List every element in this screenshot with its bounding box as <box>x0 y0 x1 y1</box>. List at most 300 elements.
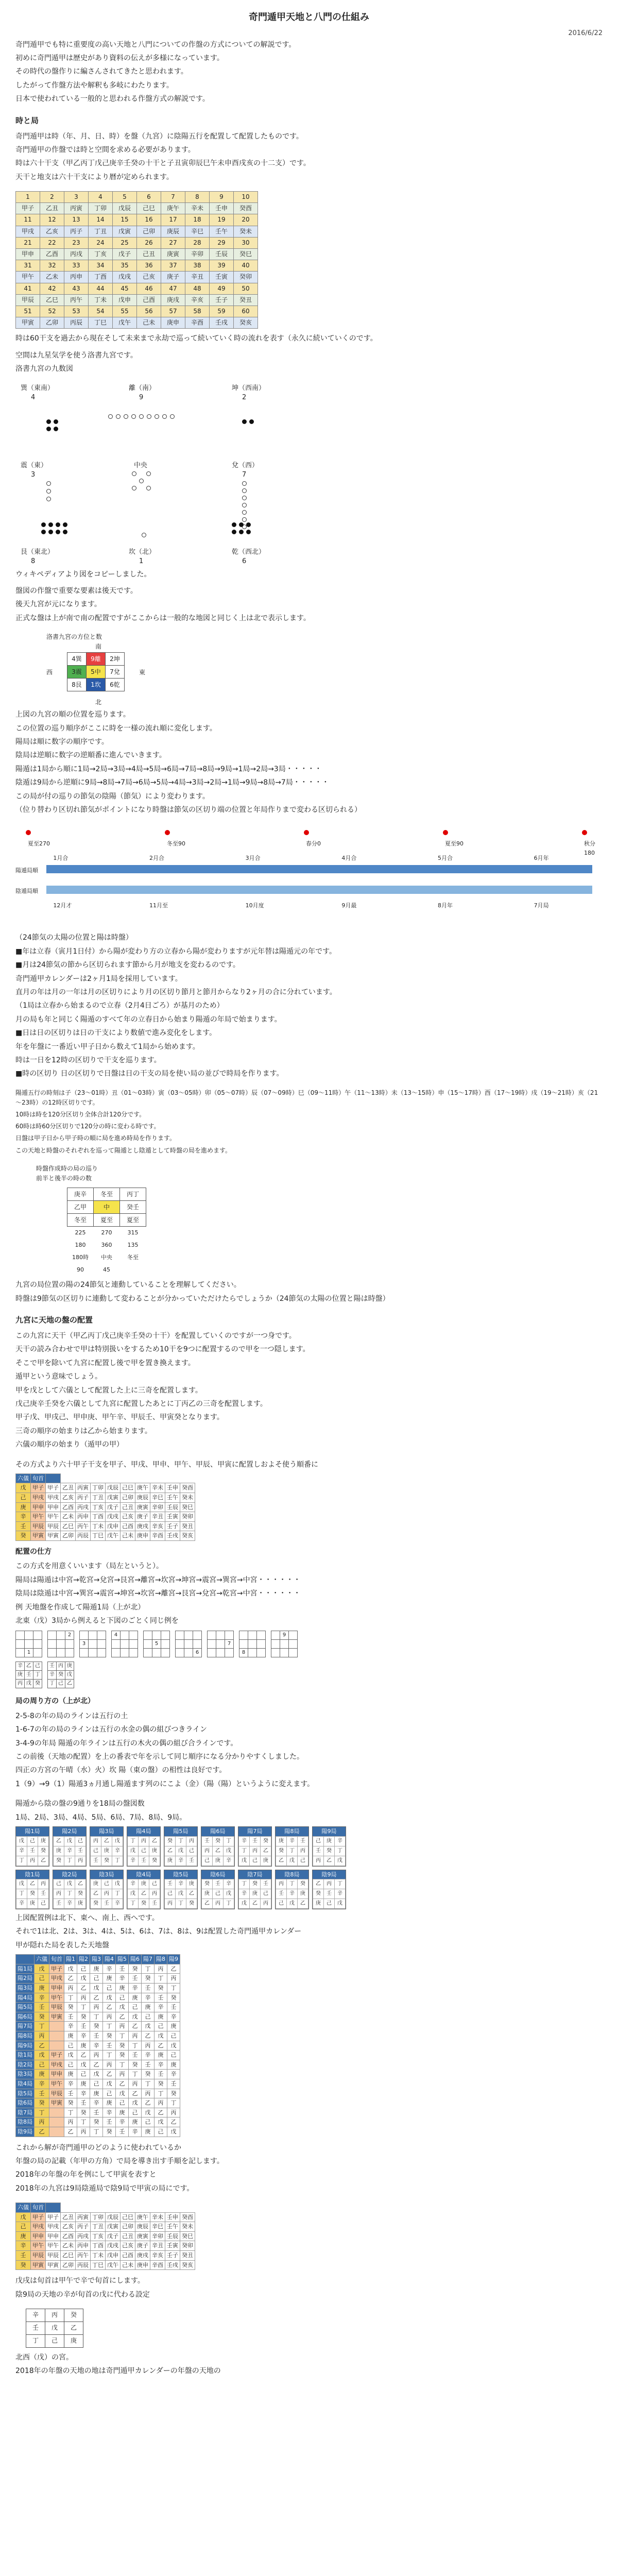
tiandi-line: 戊己庚辛壬癸を六儀として九宮に配置したあとに丁丙乙の三奇を配置します。 <box>15 1399 267 1408</box>
ju-chart-row <box>16 1836 49 1846</box>
jiazi-cell: 庚申 <box>161 317 185 329</box>
palace-line: 後天九宮が元になります。 <box>15 600 101 609</box>
liuyi-gz: 丙申 <box>76 2241 91 2251</box>
palace-row <box>67 666 125 679</box>
ju-table-cell: 乙 <box>35 2041 49 2050</box>
final-grid-cell: 丙 <box>45 2309 64 2322</box>
dot-white <box>132 471 136 476</box>
jiazi-cell: 31 <box>16 260 40 272</box>
luoshu-note: ウィキペディアより図をコピーしました。 <box>15 570 151 579</box>
mini-grid-table <box>47 1631 74 1657</box>
ju-chart-cell: 癸 <box>139 1899 149 1909</box>
timeline-month-bottom: 12月才 <box>53 902 72 909</box>
ju-chart-cell: 壬 <box>250 1836 261 1846</box>
jieqi-line: 月の局も年と同じく陽遁のすべて年の立春日から始まり陽遁の年局で始まります。 <box>15 1015 282 1024</box>
liuyi-gz: 癸酉 <box>180 2212 195 2222</box>
jieqi-line: 奇門遁甲カレンダーは2ヶ月1局を採用しています。 <box>15 974 182 983</box>
liuyi-row <box>16 1521 195 1531</box>
ju-table-cell: 壬 <box>142 1984 154 1993</box>
mini-grid-b-cell: 乙 <box>65 1680 74 1688</box>
liuyi-row <box>16 2212 195 2222</box>
ju-table-cell: 陽3局 <box>16 1984 35 1993</box>
liuyi-gz: 戊寅 <box>106 1493 121 1503</box>
timepalace-labels-row2 <box>67 1239 146 1251</box>
liuyi-gz: 癸亥 <box>180 1531 195 1541</box>
ju-chart-row <box>165 1846 197 1856</box>
liuyi-gz: 癸卯 <box>180 2241 195 2251</box>
ju-table-cell: 庚 <box>35 2070 49 2079</box>
ju-chart-cell: 癸 <box>324 1846 335 1856</box>
ju-chart-title: 陰6局 <box>201 1870 234 1879</box>
dot-white <box>142 533 146 537</box>
ju-chart-row <box>239 1836 271 1846</box>
ju-chart-cell: 己 <box>149 1879 160 1889</box>
mini-grid-cell <box>65 1640 74 1649</box>
jieqi-sub-line: 陽遁五行の時刻は子（23～01時）丑（01～03時）寅（03～05時）卯（05～07時）辰（07～09時）巳（09～11時）午（11～13時）未（13～15時）申（15～17時）酉（17～19時）戌（19～21時）亥（21～23時）の12時区切りです。 <box>15 1089 598 1106</box>
ju-chart-cell: 壬 <box>91 1856 101 1866</box>
dot-white <box>242 481 247 486</box>
ju-table-cell: 陰2局 <box>16 2060 35 2070</box>
mini-grid-row <box>16 1631 42 1640</box>
jiazi-cell: 辛未 <box>185 203 210 214</box>
ju-chart-cell: 乙 <box>75 1879 86 1889</box>
liuyi-gz: 乙卯 <box>61 1531 76 1541</box>
ju-table-cell: 乙 <box>154 2108 167 2117</box>
ju-table-cell: 丁 <box>154 2089 167 2098</box>
ju-table-cell: 壬 <box>129 1974 142 1984</box>
ju-chart-cell: 癸 <box>313 1889 324 1899</box>
jiazi-cell: 癸未 <box>234 226 258 237</box>
jiazi-cell: 癸巳 <box>234 249 258 260</box>
mini-grid-cell <box>25 1640 33 1649</box>
liuyi-gz: 丙辰 <box>76 2260 91 2270</box>
jieqi-line: 直月の年は月の一年は月の区切りにより月の区切り節月と節月からなり2ヶ月の合に分れています。 <box>15 988 337 996</box>
ju-table-cell: 己 <box>167 2031 180 2041</box>
dot-black <box>48 522 53 527</box>
timepalace-cell: 夏至 <box>94 1214 120 1227</box>
mini-grid-table <box>111 1631 138 1657</box>
ju-table-cell: 陰6局 <box>16 2098 35 2108</box>
mini-grid-b <box>15 1662 42 1688</box>
ju-table-cell: 戊 <box>142 2022 154 2031</box>
ju-chart-row <box>202 1836 234 1846</box>
timepalace-label: 315 <box>127 1229 139 1236</box>
ju-chart-cell: 丁 <box>176 1899 186 1909</box>
tail-after <box>15 2275 603 2300</box>
jiazi-cell: 乙巳 <box>40 294 64 306</box>
palace-cell: 1坎 <box>87 679 106 691</box>
mini-grid-table <box>175 1631 202 1657</box>
ju-chart-cell: 己 <box>324 1899 335 1909</box>
timepalace-cell: 癸壬 <box>120 1201 146 1214</box>
liuyi-xun: 甲午 <box>31 1512 46 1522</box>
ju-table-cell: 辛 <box>142 1993 154 2003</box>
mini-grid-table <box>143 1631 170 1657</box>
mini-grid-cell <box>144 1649 152 1657</box>
ju-table-cell: 庚 <box>167 2022 180 2031</box>
ju-table-row <box>16 2117 180 2127</box>
tiandi-line: そこで甲を除いて九宮に配置し後で甲を置き換えます。 <box>15 1359 195 1367</box>
jieqi-line: ■時の区切り 日の区切りで日盤は日の干支の局を使い局の並びで時局を作ります。 <box>15 1070 284 1078</box>
ju-table-cell: 己 <box>64 2041 77 2050</box>
ju-table-cell: 癸 <box>90 2117 103 2127</box>
tiandi-line: 三奇の順序の始まりは乙から始まります。 <box>15 1427 152 1435</box>
jiazi-cell: 戊午 <box>113 317 137 329</box>
ju-table-cell: 壬 <box>116 1964 129 1974</box>
sec1-lines <box>15 131 603 183</box>
timepalace-caption2: 前半と後半の時の数 <box>36 1175 92 1182</box>
timepalace-cell: 夏至 <box>120 1214 146 1227</box>
ju-table-cell: 甲申 <box>49 1984 64 1993</box>
ju-table-cell: 壬 <box>116 2127 129 2137</box>
mini-grid-cell <box>97 1631 106 1640</box>
tail-line: これから解が奇門遁甲のどのように使われているか <box>15 2143 181 2152</box>
ju-chart-title: 陽4局 <box>127 1827 160 1836</box>
timeline-dot <box>26 830 31 835</box>
jiazi-cell: 甲子 <box>16 203 40 214</box>
ju-table-cell: 乙 <box>35 2127 49 2137</box>
ju-chart-table <box>201 1836 234 1866</box>
ju-chart-cell: 壬 <box>38 1889 49 1899</box>
section-title-haiti: 配置の仕方 <box>15 1548 52 1556</box>
liuyi-gz: 己亥 <box>121 2241 135 2251</box>
ju-table-row <box>16 1984 180 1993</box>
ju-table-cell: 辛 <box>77 2031 90 2041</box>
liuyi-header-spacer <box>46 2203 61 2213</box>
timepalace-row <box>67 1201 146 1214</box>
ju-table-cell: 戊 <box>90 1984 103 1993</box>
mini-grid-cell <box>97 1640 106 1649</box>
ju-chart <box>53 1826 87 1867</box>
ju-chart-cell: 乙 <box>276 1856 287 1866</box>
ju-chart-cell: 丁 <box>128 1899 139 1909</box>
ju-table-cell: 己 <box>116 2098 129 2108</box>
dot-white <box>46 489 51 494</box>
mini-grid-row <box>112 1640 138 1649</box>
mini-grid <box>79 1631 106 1657</box>
timepalace-grid <box>67 1188 146 1276</box>
palace-figure <box>46 642 149 709</box>
ju-chart-cell: 癸 <box>261 1836 271 1846</box>
ju-chart-cell: 壬 <box>139 1856 149 1866</box>
mini-grid-cell <box>112 1640 121 1649</box>
ju-chart <box>201 1870 235 1910</box>
jiazi-cell: 辛卯 <box>185 249 210 260</box>
liuyi-gz: 丁丑 <box>91 2222 106 2232</box>
jiazi-cell: 55 <box>113 306 137 317</box>
ju-table-header: 六儀 <box>35 1955 49 1964</box>
palace-line: 盤図の作盤で重要な要素は後天です。 <box>15 586 138 595</box>
liuyi-gz: 壬午 <box>165 2222 180 2232</box>
liuyi-header: 六儀 <box>16 2203 31 2213</box>
dot-white <box>162 414 167 419</box>
mini-grid-cell <box>80 1649 89 1657</box>
ju-chart-cell: 丙 <box>139 1836 149 1846</box>
ju-table-cell: 辛 <box>154 2003 167 2012</box>
ju-table-row <box>16 2022 180 2031</box>
ju-table-cell: 甲午 <box>49 2079 64 2089</box>
dot-black <box>46 427 51 431</box>
ju-table-cell: 己 <box>64 2060 77 2070</box>
liuyi-gz: 庚子 <box>135 1512 150 1522</box>
ju-chart-cell: 辛 <box>16 1846 27 1856</box>
liuyi-gz: 甲寅 <box>46 2260 61 2270</box>
ju-chart-cell: 壬 <box>213 1879 224 1889</box>
jiazi-cell: 庚辰 <box>161 226 185 237</box>
ju-chart-cell: 丙 <box>54 1889 64 1899</box>
ju-table-cell: 乙 <box>90 2060 103 2070</box>
liuyi-gz: 丁亥 <box>91 2231 106 2241</box>
ju-table-cell: 辛 <box>129 1984 142 1993</box>
liuyi-xun: 甲寅 <box>31 1531 46 1541</box>
palace-cell: 8艮 <box>67 679 87 691</box>
ju-chart-cell: 丁 <box>239 1879 250 1889</box>
ju-table-cell: 庚 <box>103 2098 116 2108</box>
ju-chart-cell: 丁 <box>64 1889 75 1899</box>
ju-table-cell: 癸 <box>167 1993 180 2003</box>
ju-chart-cell: 辛 <box>287 1889 298 1899</box>
mini-grid <box>207 1631 234 1657</box>
jiazi-cell: 辛酉 <box>185 317 210 329</box>
ju-chart-cell: 壬 <box>165 1879 176 1889</box>
liuyi-gz: 壬戌 <box>165 2260 180 2270</box>
ju-chart-cell: 戊 <box>64 1836 75 1846</box>
ju-table-cell: 陰1局 <box>16 2050 35 2060</box>
timepalace-side: 冬至 <box>127 1254 139 1261</box>
ju-table-header: 陽5 <box>116 1955 129 1964</box>
ju-chart-row <box>16 1856 49 1866</box>
ju-table-cell: 丁 <box>77 2117 90 2127</box>
ju-chart-row <box>276 1899 308 1909</box>
jiazi-cell: 6 <box>137 192 161 203</box>
mini-grid-cell <box>25 1631 33 1640</box>
liuyi-gz: 丙辰 <box>76 1531 91 1541</box>
liuyi-gz: 己酉 <box>121 1521 135 1531</box>
hou-line: 1（9）→9（1）陽遁3ヵ月通し陽遁ます列のにこよ（金）（陽（陽）というように変えます。 <box>15 1780 315 1788</box>
liuyi-gz: 乙卯 <box>61 2260 76 2270</box>
liuyi-gz: 丙寅 <box>76 1483 91 1493</box>
liuyi-row <box>16 1502 195 1512</box>
ju-table-cell: 癸 <box>129 2060 142 2070</box>
ju-chart-row <box>313 1879 346 1889</box>
ju-chart-row <box>128 1879 160 1889</box>
liuyi-header: 旬首 <box>31 1473 46 1483</box>
mini-grid-cell: 7 <box>225 1640 234 1649</box>
liuyi-gz: 壬申 <box>165 2212 180 2222</box>
ju-chart-cell: 己 <box>165 1889 176 1899</box>
jiazi-cell: 壬午 <box>210 226 234 237</box>
ju-chart-cell: 丙 <box>298 1846 308 1856</box>
ju-table-cell: 戊 <box>103 2079 116 2089</box>
mini-grid-cell <box>289 1631 298 1640</box>
mini-grid-cell <box>121 1631 129 1640</box>
ju-table-cell: 己 <box>154 2127 167 2137</box>
mini-grid-cell <box>48 1649 57 1657</box>
mini-grid-cell <box>33 1640 42 1649</box>
mini-grid-b-cell: 癸 <box>57 1671 65 1680</box>
dot-black <box>56 530 60 534</box>
ju-table-cell <box>49 2041 64 2050</box>
jiazi-cell: 辛巳 <box>185 226 210 237</box>
ju-table-cell: 癸 <box>116 2041 129 2050</box>
ju-chart-cell: 己 <box>38 1899 49 1909</box>
ju-table-cell: 丁 <box>64 1993 77 2003</box>
ju-chart-cell: 壬 <box>186 1856 197 1866</box>
ju-chart-table <box>164 1836 197 1866</box>
jiazi-cell: 丙子 <box>64 226 89 237</box>
ju-chart <box>238 1826 272 1867</box>
ju-chart-table <box>238 1879 271 1909</box>
ju-table-cell: 甲戌 <box>49 2060 64 2070</box>
ju-chart <box>275 1870 309 1910</box>
final-grid-row <box>26 2335 83 2348</box>
ju-table <box>15 1954 180 2137</box>
ju-chart-cell: 庚 <box>186 1879 197 1889</box>
ju-table-cell: 乙 <box>167 2117 180 2127</box>
charts-note2: それで1は北、2は、3は、4は、5は、6は、7は、8は、9は配置した奇門遁甲カレンダー <box>15 1927 302 1936</box>
ju-table-cell: 戊 <box>77 1974 90 1984</box>
timepalace-labels-row <box>67 1227 146 1240</box>
mini-grid-cell: 9 <box>280 1631 289 1640</box>
mini-grid-cell <box>257 1631 266 1640</box>
ju-table-cell: 乙 <box>64 2127 77 2137</box>
liuyi-gz: 甲子 <box>46 2212 61 2222</box>
ju-chart-cell: 辛 <box>224 1856 234 1866</box>
mini-grid-cell <box>193 1631 202 1640</box>
timepalace-labels-row3 <box>67 1264 146 1276</box>
ju-chart-table <box>53 1879 86 1909</box>
ju-chart-cell: 辛 <box>239 1889 250 1899</box>
ju-table-cell: 癸 <box>142 2070 154 2079</box>
ju-chart-cell: 癸 <box>149 1856 160 1866</box>
ju-table-cell: 壬 <box>35 2089 49 2098</box>
ju-table-cell: 庚 <box>142 2127 154 2137</box>
ju-chart-cell: 乙 <box>38 1856 49 1866</box>
ju-table-header: 旬首 <box>49 1955 64 1964</box>
ju-table-cell: 戊 <box>116 2003 129 2012</box>
mini-grid-row <box>48 1640 74 1649</box>
mini-grid-cell <box>112 1649 121 1657</box>
ju-chart-row <box>313 1899 346 1909</box>
mini-grid-cell <box>48 1631 57 1640</box>
charts-yin <box>15 1870 603 1910</box>
palace-row <box>67 679 125 691</box>
timeline-yin-label: 陰遁局順 <box>15 888 38 895</box>
mini-grid-b-cell: 辛 <box>48 1671 57 1680</box>
liuyi-gz: 庚申 <box>135 1531 150 1541</box>
mini-grid-cell <box>225 1631 234 1640</box>
ju-chart-cell: 戊 <box>239 1899 250 1909</box>
liuyi-gz: 乙巳 <box>61 2251 76 2261</box>
ju-chart-row <box>313 1889 346 1899</box>
final-grid-cell: 壬 <box>26 2322 45 2335</box>
mini-grid-row <box>144 1649 170 1657</box>
timeline-month-bottom: 11月至 <box>149 902 168 909</box>
ju-chart-cell: 癸 <box>165 1836 176 1846</box>
ju-chart <box>90 1870 124 1910</box>
ju-table-cell: 陽5局 <box>16 2003 35 2012</box>
mini-grid-row <box>112 1649 138 1657</box>
ju-chart-cell: 乙 <box>165 1846 176 1856</box>
ju-chart-row <box>276 1879 308 1889</box>
ju-table-cell: 癸 <box>103 2031 116 2041</box>
ju-table-cell: 陰9局 <box>16 2127 35 2137</box>
mini-grid-cell: 3 <box>80 1640 89 1649</box>
jiazi-cell: 20 <box>234 214 258 226</box>
ju-chart-row <box>54 1889 86 1899</box>
ju-table-cell: 陰8局 <box>16 2117 35 2127</box>
timepalace-note2: 時盤は9節気の区切りに連動して変わることが分かっていただけたらでしょうか（24節気の太陽の位置と陽は時盤） <box>15 1294 390 1303</box>
liuyi-yi: 庚 <box>16 1502 31 1512</box>
timepalace-label: 180 <box>75 1242 86 1249</box>
liuyi-gz: 甲午 <box>46 1512 61 1522</box>
ju-chart-row <box>128 1899 160 1909</box>
dot-black <box>63 530 67 534</box>
mini-grid-cell <box>161 1649 170 1657</box>
timeline-month: 3月合 <box>245 855 261 862</box>
tiandi-line: 六儀の順序の始まり（遁甲の甲） <box>15 1440 124 1449</box>
liuyi-yi: 戊 <box>16 1483 31 1493</box>
jiazi-cell: 1 <box>16 192 40 203</box>
ju-chart-cell: 乙 <box>202 1899 213 1909</box>
ju-chart-row <box>239 1889 271 1899</box>
dot-white <box>147 414 151 419</box>
ju-table-cell: 辛 <box>64 2079 77 2089</box>
mini-grid-row <box>80 1631 106 1640</box>
ju-chart-cell: 辛 <box>335 1836 346 1846</box>
ju-table-cell: 戊 <box>129 2012 142 2022</box>
jieqi-line: ■月は24節気の節から区切られます節から月が地支を変わるのです。 <box>15 961 240 970</box>
liuyi-gz: 丁卯 <box>91 1483 106 1493</box>
jiazi-cell: 戊戌 <box>113 272 137 283</box>
ju-table-cell: 甲戌 <box>49 1974 64 1984</box>
ju-chart-cell: 癸 <box>38 1846 49 1856</box>
jiazi-cell: 丁丑 <box>89 226 113 237</box>
ju-chart <box>312 1826 346 1867</box>
ju-chart-row <box>202 1899 234 1909</box>
mini-grid-b-cell: 乙 <box>25 1662 33 1671</box>
mini-grid-cell <box>121 1640 129 1649</box>
jiazi-row <box>16 283 258 294</box>
ju-chart-cell: 壬 <box>27 1846 38 1856</box>
jiazi-cell: 43 <box>64 283 89 294</box>
charts-note1: 上図配置例は北下、東へ、南上、西へです。 <box>15 1914 159 1923</box>
liuyi-row <box>16 2260 195 2270</box>
ju-table-cell: 庚 <box>90 1964 103 1974</box>
ju-table-cell: 癸 <box>35 2012 49 2022</box>
ju-chart-cell: 壬 <box>324 1889 335 1899</box>
liuyi-header: 旬首 <box>31 2203 46 2213</box>
timepalace-cell: 中 <box>94 1201 120 1214</box>
mini-grid-row <box>144 1640 170 1649</box>
jieqi-sub-line: 日盤は甲子日から甲子時の順に局を進め時局を作ります。 <box>15 1134 176 1142</box>
timeline-top-label: 秋分180 <box>584 840 595 856</box>
ju-chart-row <box>54 1879 86 1889</box>
jiazi-cell: 48 <box>185 283 210 294</box>
ju-chart-cell: 己 <box>75 1836 86 1846</box>
ju-chart-row <box>128 1856 160 1866</box>
dot-white <box>242 496 247 500</box>
liuyi-gz: 丙子 <box>76 2222 91 2232</box>
jiazi-cell: 17 <box>161 214 185 226</box>
page <box>15 0 603 2394</box>
jiazi-cell: 36 <box>137 260 161 272</box>
ju-chart-cell: 辛 <box>64 1899 75 1909</box>
ju-table-cell: 乙 <box>154 2041 167 2050</box>
jiazi-cell: 甲午 <box>16 272 40 283</box>
timeline-dot <box>582 830 587 835</box>
jiazi-cell: 戊申 <box>113 294 137 306</box>
